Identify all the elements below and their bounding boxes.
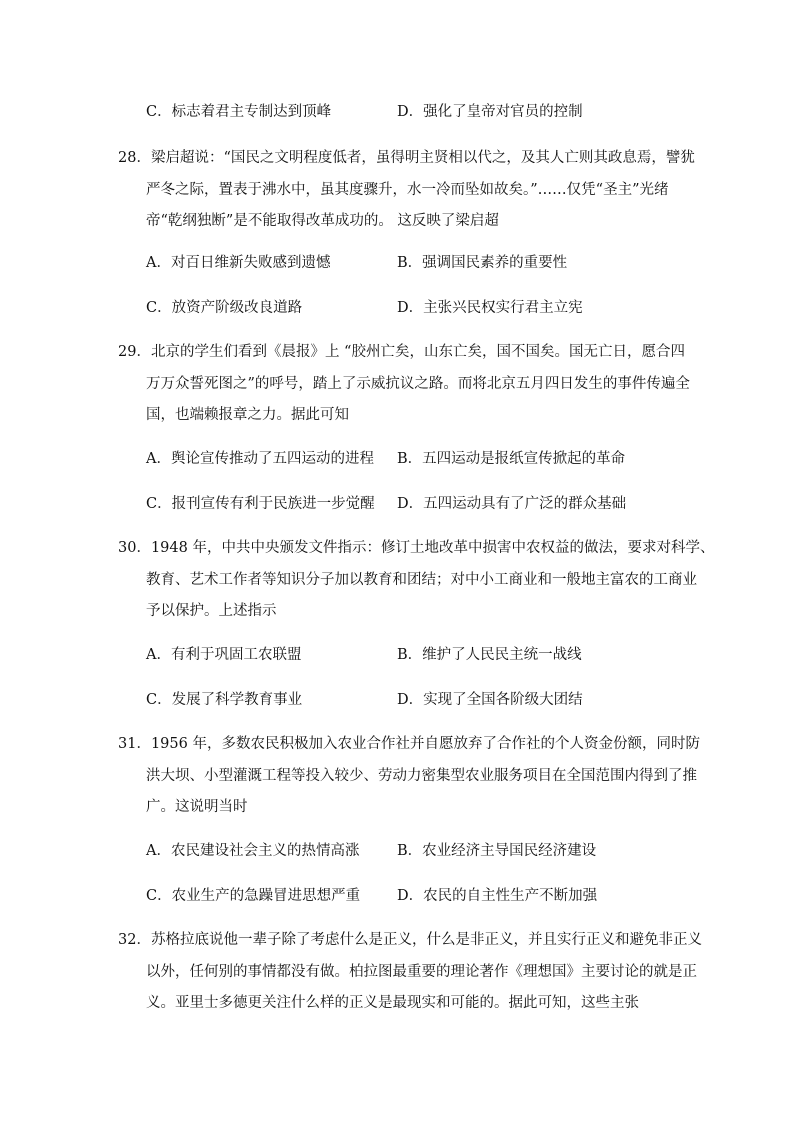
question-29-stem-line-1: 29．北京的学生们看到《晨报》上 “胶州亡矣，山东亡矣，国不国矣。国无亡日，愿合四 xyxy=(118,344,685,360)
question-31-stem-line-3: 广。这说明当时 xyxy=(146,799,248,815)
question-28-option-a: A．对百日维新失败感到遗憾 xyxy=(146,255,331,271)
question-30-stem-line-2: 教育、艺术工作者等知识分子加以教育和团结；对中小工商业和一般地主富农的工商业 xyxy=(146,572,697,588)
question-29-stem-line-2: 万万众誓死图之”的呼号，踏上了示威抗议之路。而将北京五月四日发生的事件传遍全 xyxy=(146,376,690,392)
question-31-option-d: D．农民的自主性生产不断加强 xyxy=(397,888,598,904)
question-31-stem-line-1: 31．1956 年，多数农民积极加入农业合作社并自愿放弃了合作社的个人资金份额，同时防 xyxy=(118,736,700,752)
question-28-option-d: D．主张兴民权实行君主立宪 xyxy=(397,300,583,316)
question-28-stem-line-2: 严冬之际，置表于沸水中，虽其度骤升，水一冷而坠如故矣。”……仅凭“圣主”光绪 xyxy=(146,182,669,198)
question-31-option-c: C．农业生产的急躁冒进思想严重 xyxy=(146,888,361,904)
question-28-stem-line-3: 帝“乾纲独断”是不能取得改革成功的。 这反映了梁启超 xyxy=(146,213,499,229)
question-30-stem-line-3: 予以保护。上述指示 xyxy=(146,603,277,619)
question-29-option-a: A．舆论宣传推动了五四运动的进程 xyxy=(146,451,374,467)
question-31-option-b: B．农业经济主导国民经济建设 xyxy=(397,843,597,859)
question-30-option-c: C．发展了科学教育事业 xyxy=(146,692,303,708)
question-31-option-a: A．农民建设社会主义的热情高涨 xyxy=(146,843,360,859)
question-28-option-c: C．放资产阶级改良道路 xyxy=(146,300,303,316)
question-32-stem-line-1: 32．苏格拉底说他一辈子除了考虑什么是正义，什么是非正义，并且实行正义和避免非正义 xyxy=(118,932,702,948)
question-29-stem-line-3: 国，也端赖报章之力。据此可知 xyxy=(146,407,349,423)
question-31-stem-line-2: 洪大坝、小型灌溉工程等投入较少、劳动力密集型农业服务项目在全国范围内得到了推 xyxy=(146,768,697,784)
question-32-stem-line-3: 义。亚里士多德更关注什么样的正义是最现实和可能的。据此可知，这些主张 xyxy=(146,995,639,1011)
question-28-stem-line-1: 28．梁启超说：“国民之文明程度低者，虽得明主贤相以代之，及其人亡则其政息焉，譬犹 xyxy=(118,150,695,166)
question-29-option-d: D．五四运动具有了广泛的群众基础 xyxy=(397,496,627,512)
question-30-option-d: D．实现了全国各阶级大团结 xyxy=(397,692,583,708)
question-29-option-b: B．五四运动是报纸宣传掀起的革命 xyxy=(397,451,626,467)
question-30-option-b: B．维护了人民民主统一战线 xyxy=(397,647,582,663)
question-30-stem-line-1: 30．1948 年，中共中央颁发文件指示：修订土地改革中损害中农权益的做法，要求对科学、 xyxy=(118,540,715,556)
question-32-stem-line-2: 以外，任何别的事情都没有做。柏拉图最重要的理论著作《理想国》主要讨论的就是正 xyxy=(146,964,697,980)
question-29-option-c: C．报刊宣传有利于民族进一步觉醒 xyxy=(146,496,375,512)
q27-option-d: D．强化了皇帝对官员的控制 xyxy=(397,104,583,120)
q27-option-c: C．标志着君主专制达到顶峰 xyxy=(146,104,332,120)
question-28-option-b: B．强调国民素养的重要性 xyxy=(397,255,568,271)
question-30-option-a: A．有利于巩固工农联盟 xyxy=(146,647,302,663)
